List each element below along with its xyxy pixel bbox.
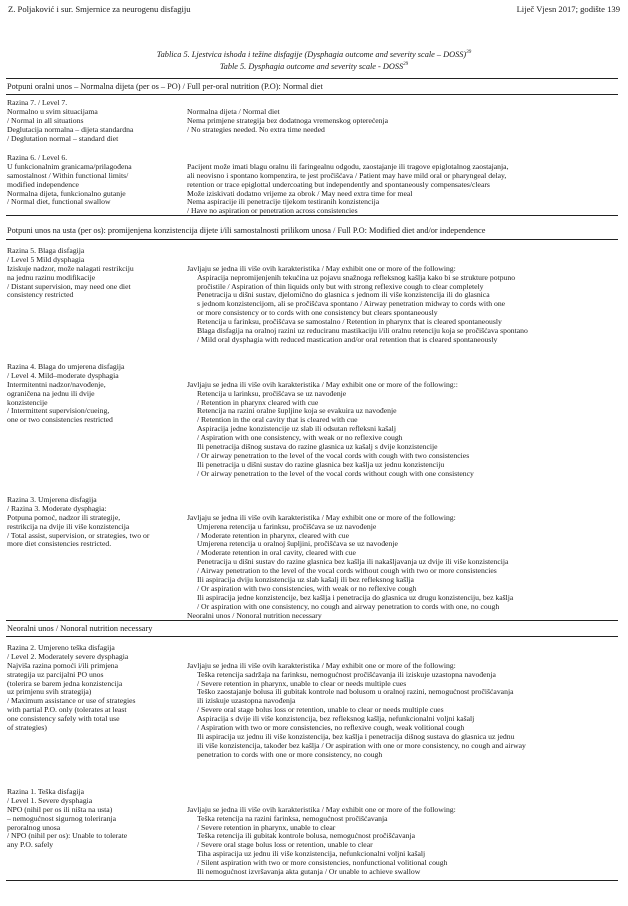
characteristic-line: / Moderate retention in oral cavity, cleared with cue xyxy=(197,548,356,558)
characteristic-line: Nema aspiracije ili penetracije tijekom testiranih konzistencija xyxy=(187,197,380,207)
characteristic-line: Pacijent može imati blagu oralnu ili faringealnu odgodu, zaostajanje ili tragove epiglotalnog zaostajanja, xyxy=(187,161,509,171)
level-description-line: peroralnog unosa xyxy=(7,822,61,832)
level-description-line: / Level 5 Mild dysphagia xyxy=(7,254,85,264)
characteristic-line: Javljaju se jedna ili više ovih karakteristika / May exhibit one or more of the following: xyxy=(187,512,456,522)
characteristic-line: Teška retencija na razini farinksa, nemogućnost pročišćavanja xyxy=(197,813,388,823)
characteristic-line: or more consistency or to cords with one consistency but clears spontaneously xyxy=(197,308,438,318)
characteristic-line: Umjerena retencija u oralnoj šupljini, pročišćava se uz navođenje xyxy=(197,539,398,549)
level-description-line: / Level 1. Severe dysphagia xyxy=(7,795,93,805)
characteristic-line: Ili aspiracija dviju konzistencija uz slab kašalj ili bez refleksnog kašlja xyxy=(197,575,414,585)
running-header-right: Liječ Vjesn 2017; godište 139 xyxy=(516,4,620,14)
characteristic-line: Retencija na razini oralne šupljine koja se evakuira uz navođenje xyxy=(197,406,397,416)
characteristic-line: Ili penetracija dišnog sustava do razine glasnica uz kašalj s dvije konzistencije xyxy=(197,442,438,452)
characteristic-line: / Severe retention in pharynx, unable to clear xyxy=(197,822,336,832)
characteristic-line xyxy=(187,247,528,256)
characteristic-line: Ili nemogućnost izvršavanja akta gutanja / Or unable to achieve swallow xyxy=(197,867,421,877)
level-7-right xyxy=(187,99,388,143)
level-description-line: ograničena na jednu ili dvije xyxy=(7,388,95,398)
rule-5 xyxy=(6,636,618,637)
level-1-left xyxy=(7,788,127,850)
level-7-left xyxy=(7,99,133,143)
level-5-right xyxy=(187,247,528,345)
level-5-left xyxy=(7,247,134,300)
running-header-left: Z. Poljaković i sur. Smjernice za neurogenu disfagiju xyxy=(8,4,191,14)
characteristic-line: Javljaju se jedna ili više ovih karakteristika / May exhibit one or more of the following: xyxy=(187,660,456,670)
level-description-line: modified independence xyxy=(7,179,79,189)
level-description-line: Normalno u svim situacijama xyxy=(7,106,98,116)
level-description-line: konzistencije xyxy=(7,397,48,407)
characteristic-line: / Severe oral stage bolus loss or retention, unable to clear xyxy=(197,840,373,850)
characteristic-line: ali neovisno i spontano kompenzira, te jest pročišćava / Patient may have mild oral or pharyngeal delay, xyxy=(187,170,507,180)
rule-bottom xyxy=(6,880,618,881)
level-description-line: / Deglutation normal – standard diet xyxy=(7,133,119,143)
level-1-right xyxy=(187,788,456,877)
characteristic-line: / Or aspiration with one consistency, no cough and airway penetration to cords with one, no cough xyxy=(197,601,500,611)
characteristic-line: / Mild oral dysphagia with reduced mastication and/or oral retention that is cleared spontaneously xyxy=(197,334,498,344)
level-description-line: one consistency safely with total use xyxy=(7,714,120,724)
characteristic-line: Normalna dijeta / Normal diet xyxy=(187,106,280,116)
level-description-line: Razina 7. / Level 7. xyxy=(7,98,68,107)
level-description-line: / Normal diet, functional swallow xyxy=(7,197,111,207)
characteristic-line: Penetracija u dišni sustav do razine glasnica bez kašlja ili nakašljavanja uz dvije ili više konzistencija xyxy=(197,557,509,567)
characteristic-line: / Severe oral stage bolus loss or retention, unable to clear or needs multiple cues xyxy=(197,705,444,715)
level-description-line: U funkcionalnim granicama/prilagođena xyxy=(7,161,132,171)
level-description-line: (tolerira se barem jedna konzistencija xyxy=(7,678,123,688)
level-description-line: Razina 4. Blaga do umjerena disfagija xyxy=(7,362,125,371)
level-description-line: / Level 2. Moderately severe dysphagia xyxy=(7,651,129,661)
level-description-line: – nemogućnost sigurnog toleriranja xyxy=(7,813,117,823)
level-description-line: one or two consistencies restricted xyxy=(7,415,113,425)
rule-3 xyxy=(6,239,618,240)
characteristic-line: Tiha aspiracija uz jednu ili više konzistencija, nefunkcionalni voljni kašalj xyxy=(197,849,426,859)
rule-top xyxy=(6,78,618,79)
characteristic-line xyxy=(187,496,513,505)
level-description-line: more diet consistencies restricted. xyxy=(7,539,112,549)
level-4-right xyxy=(187,363,474,479)
characteristic-line: / Or airway penetration to the level of the vocal cords without cough with one consistency xyxy=(197,468,474,478)
level-2-right xyxy=(187,644,526,760)
characteristic-line: Penetracija u dišni sustav, djelomično do glasnica s jednom ili više konzistencija ili do glasnica xyxy=(197,290,490,300)
level-description-line: Iziskuje nadzor, može nalagati restrikciju xyxy=(7,263,134,273)
level-description-line: Normalna dijeta, funkcionalno gutanje xyxy=(7,188,126,198)
level-description-line: Razina 2. Umjereno teška disfagija xyxy=(7,643,115,652)
characteristic-line: penetration to cords with one or more consistency, no cough xyxy=(197,749,383,759)
rule-2 xyxy=(6,215,618,216)
level-4-left xyxy=(7,363,124,425)
table-caption-en: Table 5. Dysphagia outcome and severity scale - DOSS$^{29}$ xyxy=(219,62,409,71)
level-description-line: samostalnost / Within functional limits/ xyxy=(7,170,129,180)
level-description-line: of strategies) xyxy=(7,723,47,733)
level-description-line: Najviša razina pomoći i/ili primjena xyxy=(7,660,119,670)
characteristic-line: Nema primjene strategija bez dodatnoga vremenskog opterećenja xyxy=(187,115,389,125)
characteristic-line xyxy=(187,788,456,797)
characteristic-line: Aspiracija nepromijenjenih tekućina uz pojavu snažnoga refleksnog kašlja kako bi se strukture potpuno xyxy=(197,272,516,282)
level-6-right xyxy=(187,154,509,216)
characteristic-line: Umjerena retencija u farinksu, pročišćava se uz navođenje xyxy=(197,521,377,531)
characteristic-line: retention or trace epiglottal undercoating but independently and spontaneously compensates/clears xyxy=(187,179,490,189)
characteristic-line: Javljaju se jedna ili više ovih karakteristika / May exhibit one or more of the following: xyxy=(187,263,456,273)
characteristic-line: / Aspiration with one consistency, with weak or no reflexive cough xyxy=(197,433,403,443)
table-caption-hr: Tablica 5. Ljestvica ishoda i težine disfagije (Dysphagia outcome and severity scale – DOSS)$^{39}$ xyxy=(156,50,472,59)
characteristic-line xyxy=(187,135,388,144)
characteristic-line: Javljaju se jedna ili više ovih karakteristika / May exhibit one or more of the following: xyxy=(187,804,456,814)
level-description-line: Potpuna pomoć, nadzor ili strategije, xyxy=(7,512,121,522)
characteristic-line: / Have no aspiration or penetration across consistencies xyxy=(187,206,358,216)
level-description-line: consistency restricted xyxy=(7,290,74,300)
characteristic-line: Javljaju se jedna ili više ovih karakteristika / May exhibit one or more of the following:: xyxy=(187,379,458,389)
characteristic-line xyxy=(187,644,526,653)
level-description-line: Razina 3. Umjerena disfagija xyxy=(7,495,97,504)
level-description-line: na jednu razinu modifikacije xyxy=(7,272,96,282)
characteristic-line: / Aspiration with two or more consistencies, no reflexive cough, weak volitional cough xyxy=(197,723,465,733)
characteristic-line: Ili penetracija u dišni sustav do razine glasnica bez kašlja uz jednu konzistenciju xyxy=(197,459,445,469)
level-description-line: / Distant supervision, may need one diet xyxy=(7,281,131,291)
level-description-line: with partial P.O. only (tolerates at least xyxy=(7,705,127,715)
section-oral-normal: Potpuni oralni unos – Normalna dijeta (per os – PO) / Full per-oral nutrition (P.O): Normal diet xyxy=(7,82,323,91)
characteristic-line: / Silent aspiration with two or more consistencies, nonfunctional volitional cough xyxy=(197,858,448,868)
level-description-line: uz primjenu svih strategija) xyxy=(7,687,92,697)
level-description-line: Deglutacija normalna – dijeta standardna xyxy=(7,124,134,134)
level-description-line: / Level 4. Mild–moderate dysphagia xyxy=(7,370,119,380)
characteristic-line: / No strategies needed. No extra time needed xyxy=(187,124,325,134)
level-3-left xyxy=(7,496,149,549)
characteristic-line: Teško zaostajanje bolusa ili gubitak kontrole nad bolusom u oralnoj razini, nemogućnost pročišćavanja xyxy=(197,687,514,697)
level-description-line: Intermitentni nadzor/navođenje, xyxy=(7,379,106,389)
characteristic-line: Aspiracija s dvije ili više konzistencija, bez refleksnog kašlja, nefunkcionalni voljni kašalj xyxy=(197,714,475,724)
rule-4 xyxy=(6,620,618,621)
level-description-line: Razina 6. / Level 6. xyxy=(7,153,68,162)
characteristic-line: / Airway penetration to the level of the vocal cords without cough with two or more consistencies xyxy=(197,566,497,576)
section-nonoral: Neoralni unos / Nonoral nutrition necessary xyxy=(7,624,153,633)
characteristic-line: Može iziskivati dodatno vrijeme za obrok / May need extra time for meal xyxy=(187,188,413,198)
characteristic-line: Retencija u larinksu, pročišćava se uz navođenje xyxy=(197,388,347,398)
characteristic-line: / Severe retention in pharynx, unable to clear or needs multiple cues xyxy=(197,678,407,688)
characteristic-line: pročistile / Aspiration of thin liquids only but with strong reflexive cough to clear completely xyxy=(197,281,484,291)
characteristic-line: Aspiracija jedne konzistencije uz slab ili odsutan refleksni kašalj xyxy=(197,424,396,434)
level-description-line: NPO (nihil per os ili ništa na usta) xyxy=(7,804,113,814)
rule-1 xyxy=(6,94,618,95)
characteristic-line: Teška retencija ili gubitak kontrole bolusa, nemogućnost pročišćavanja xyxy=(197,831,416,841)
level-description-line: / Maximum assistance or use of strategies xyxy=(7,696,136,706)
level-description-line: any P.O. safely xyxy=(7,840,54,850)
characteristic-line: / Retention in the oral cavity that is cleared with cue xyxy=(197,415,358,425)
characteristic-line: Ili aspiracija jedne konzistencije, bez kašlja i penetracija do glasnica uz drugu konzistenciju, bez kašlja xyxy=(197,592,514,602)
characteristic-line: s jednom konzistencijom, ali se pročišćava spontano / Airway penetration midway to cords with one xyxy=(197,299,506,309)
characteristic-line: ili više konzistencija, također bez kašlja / Or aspiration with one or more consistency, no cough and airway xyxy=(197,740,526,750)
characteristic-line: / Or airway penetration to the level of the vocal cords with cough with two consistencies xyxy=(197,450,470,460)
characteristic-line: / Or aspiration with two consistencies, with weak or no reflexive cough xyxy=(197,583,417,593)
level-description-line: / Intermittent supervision/cueing, xyxy=(7,406,110,416)
level-description-line: / NPO (nihil per os): Unable to tolerate xyxy=(7,831,128,841)
level-description-line: / Normal in all situations xyxy=(7,115,84,125)
level-3-right xyxy=(187,496,513,620)
characteristic-line xyxy=(187,363,474,372)
level-2-left xyxy=(7,644,136,733)
level-description-line: Razina 5. Blaga disfagija xyxy=(7,246,85,255)
level-description-line: Razina 1. Teška disfagija xyxy=(7,787,85,796)
characteristic-line: ili iziskuje uzastopna navođenja xyxy=(197,696,296,706)
characteristic-line: Teška retencija sadržaja na farinksu, nemogućnost pročišćavanja ili iziskuje uzastopna navođenja xyxy=(197,669,496,679)
level-6-left xyxy=(7,154,132,207)
characteristic-line: / Retention in pharynx cleared with cue xyxy=(197,397,319,407)
characteristic-line: Ili aspiracija uz jednu ili više konzistencija, bez kašlja i penetracija dišnog sustava do glasnica uz jednu xyxy=(197,731,515,741)
level-description-line: restrikcija na dvije ili više konzistencija xyxy=(7,521,130,531)
characteristic-line: Neoralni unos / Nonoral nutrition necessary xyxy=(187,610,322,620)
characteristic-line: / Moderate retention in pharynx, cleared with cue xyxy=(197,530,349,540)
level-description-line: strategija uz parcijalni PO unos xyxy=(7,669,104,679)
section-oral-modified: Potpuni unos na usta (per os): promijenjena konzistencija dijete i/ili samostalnosti prilikom unosa / Full P.O: Modified diet and/or independence xyxy=(7,226,486,235)
level-description-line: / Total assist, supervision, or strategies, two or xyxy=(7,530,150,540)
characteristic-line: Blaga disfagija na oralnoj razini uz reduciranu mastikaciju i/ili oralnu retenciju koja se pročišćava spontano xyxy=(197,326,528,336)
characteristic-line: Retencija u farinksu, pročišćava se samostalno / Retention in pharynx that is cleared spontaneously xyxy=(197,317,502,327)
level-description-line: / Razina 3. Moderate dysphagia: xyxy=(7,503,107,513)
